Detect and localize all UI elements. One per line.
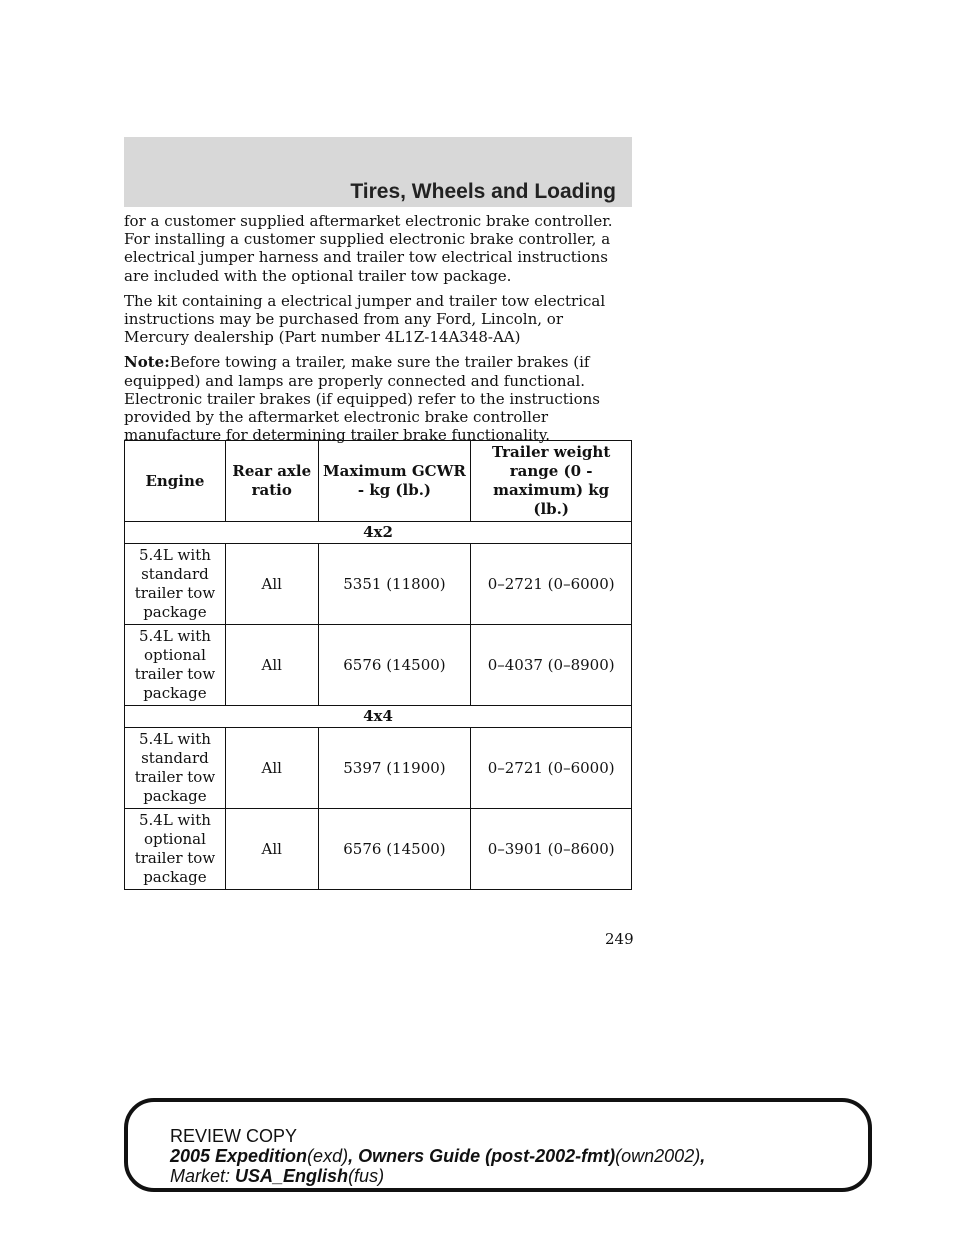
section-header	[124, 137, 632, 207]
market-label: Market:	[170, 1166, 231, 1186]
paragraph-2: The kit containing a electrical jumper and trailer tow electrical instructions may be purchased from any Ford, Lincoln, or Mercury dealership (Part number 4L1Z-14A348-AA)	[124, 291, 606, 347]
table-header-row	[125, 441, 632, 522]
cell-trailer-weight: 0–4037 (0–8900)	[471, 625, 632, 706]
model-code: (exd)	[307, 1146, 349, 1166]
table-row	[125, 544, 632, 625]
review-footer	[124, 1098, 872, 1192]
note-paragraph	[124, 353, 632, 444]
cell-axle-ratio: All	[225, 728, 318, 809]
footer-text	[170, 1126, 705, 1186]
note-label: Note:	[124, 353, 170, 372]
cell-engine: 5.4L with standard trailer tow package	[125, 544, 226, 625]
guide-name: Owners Guide (post-2002-fmt)	[358, 1146, 616, 1166]
paragraph-1: for a customer supplied aftermarket electronic brake controller. For installing a customer supplied electronic brake controller, a electrical jumper harness and trailer tow electrical instructions are included with the optional trailer tow package.	[124, 212, 613, 285]
guide-code: (own2002)	[615, 1146, 701, 1166]
cell-gcwr: 6576 (14500)	[318, 625, 471, 706]
table-row	[125, 809, 632, 890]
market-code: (fus)	[348, 1166, 385, 1186]
page-number: 249	[605, 930, 634, 948]
header-engine: Engine	[125, 441, 226, 522]
cell-engine: 5.4L with optional trailer tow package	[125, 625, 226, 706]
cell-trailer-weight: 0–2721 (0–6000)	[471, 544, 632, 625]
review-copy-label: REVIEW COPY	[170, 1126, 298, 1146]
separator: ,	[700, 1146, 706, 1166]
cell-gcwr: 5397 (11900)	[318, 728, 471, 809]
cell-axle-ratio: All	[225, 625, 318, 706]
separator: ,	[348, 1146, 359, 1166]
section-row-4x2	[125, 522, 632, 544]
cell-engine: 5.4L with optional trailer tow package	[125, 809, 226, 890]
cell-axle-ratio: All	[225, 809, 318, 890]
header-maximum-gcwr: Maximum GCWR - kg (lb.)	[318, 441, 471, 522]
trailer-weight-table	[124, 440, 632, 890]
section-label: 4x2	[125, 522, 632, 544]
section-label: 4x4	[125, 706, 632, 728]
cell-gcwr: 6576 (14500)	[318, 809, 471, 890]
cell-engine: 5.4L with standard trailer tow package	[125, 728, 226, 809]
cell-gcwr: 5351 (11800)	[318, 544, 471, 625]
body-text	[124, 212, 632, 451]
section-title: Tires, Wheels and Loading	[350, 180, 616, 203]
table-row	[125, 625, 632, 706]
cell-trailer-weight: 0–2721 (0–6000)	[471, 728, 632, 809]
market-name: USA_English	[235, 1166, 349, 1186]
cell-axle-ratio: All	[225, 544, 318, 625]
model-name: 2005 Expedition	[170, 1146, 308, 1166]
header-rear-axle-ratio: Rear axle ratio	[225, 441, 318, 522]
note-text: Before towing a trailer, make sure the trailer brakes (if equipped) and lamps are properly connected and functional. Electronic trailer brakes (if equipped) refer to the instructions provided by the aftermarket electronic brake controller manufacture for determining trailer brake functionality.	[124, 353, 600, 445]
market-line	[170, 1166, 705, 1186]
section-row-4x4	[125, 706, 632, 728]
model-line	[170, 1146, 705, 1166]
table-row	[125, 728, 632, 809]
cell-trailer-weight: 0–3901 (0–8600)	[471, 809, 632, 890]
header-trailer-weight-range: Trailer weight range (0 - maximum) kg (lb.)	[471, 441, 632, 522]
